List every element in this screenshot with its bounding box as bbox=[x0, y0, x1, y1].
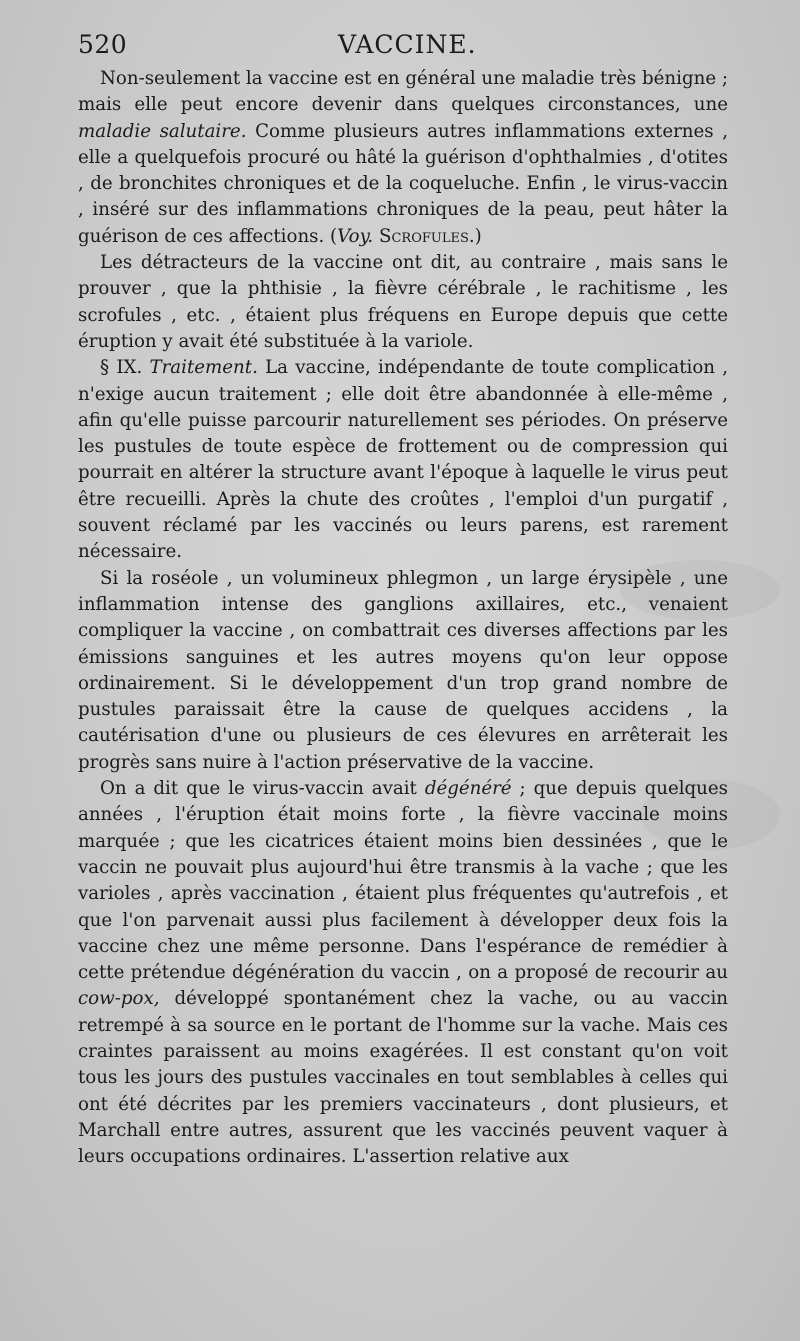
paragraph-text: Comme plusieurs autres inflammations externes , elle a quelquefois procuré ou hâté la guérison d'ophthalmies , d'otites , de bronchites chroniques et de la coqueluche. Enfin , le virus-vaccin , inséré sur des inflammations chroniques de la peau, peut hâter la guérison de ces affections. ( bbox=[78, 120, 728, 247]
paragraph-text: Si la roséole , un volumineux phlegmon , un large érysipèle , une inflammation intense des ganglions axillaires, etc., venaient compliquer la vaccine , on combattrait ces diverses affections par les émissions sanguines et les autres moyens qu'on leur oppose ordinairement. Si le développement d'un trop grand nombre de pustules paraissait être la cause de quelques accidens , la cautérisation d'une ou plusieurs de ces élevures en arrêterait les progrès sans nuire à l'action préservative de la vaccine. bbox=[78, 567, 728, 773]
paragraph-text: On a dit que le virus-vaccin avait bbox=[100, 778, 425, 800]
page-number: 520 bbox=[78, 30, 128, 59]
paragraph-text: § IX. bbox=[100, 357, 150, 379]
smallcaps-text: Scrofules. bbox=[379, 225, 475, 247]
paragraph bbox=[78, 66, 728, 250]
paragraph bbox=[78, 250, 728, 355]
paragraph bbox=[78, 566, 728, 776]
italic-text: cow-pox, bbox=[78, 988, 160, 1010]
italic-text: maladie salutaire. bbox=[78, 120, 247, 142]
running-title: VACCINE. bbox=[338, 30, 477, 59]
paragraph-text: La vaccine, indépendante de toute complication , n'exige aucun traitement ; elle doit être abandonnée à elle-même , afin qu'elle puisse parcourir naturellement ses périodes. On préserve les pustules de toute espèce de frottement ou de compression qui pourrait en altérer la structure avant l'époque à laquelle le virus peut être recueilli. Après la chute des croûtes , l'emploi d'un purgatif , souvent réclamé par les vaccinés ou leurs parens, est rarement nécessaire. bbox=[78, 357, 728, 563]
page-header bbox=[78, 30, 728, 64]
body-text bbox=[78, 66, 728, 1170]
italic-text: Voy. bbox=[337, 225, 374, 247]
paragraph-text: ) bbox=[474, 225, 482, 247]
paragraph-text: Les détracteurs de la vaccine ont dit, au contraire , mais sans le prouver , que la phthisie , la fièvre cérébrale , le rachitisme , les scrofules , etc. , étaient plus fréquens en Europe depuis que cette éruption y avait été substituée à la variole. bbox=[78, 252, 728, 352]
paragraph-text: développé spontanément chez la vache, ou au vaccin retrempé à sa source en le portant de l'homme sur la vache. Mais ces craintes paraissent au moins exagérées. Il est constant qu'on voit tous les jours des pustules vaccinales en tout semblables à celles qui ont été décrites par les premiers vaccinateurs , dont plusieurs, et Marchall entre autres, assurent que les vaccinés peuvent vaquer à leurs occupations ordinaires. L'assertion relative aux bbox=[78, 988, 728, 1168]
book-page bbox=[78, 30, 728, 1170]
italic-text: dégénéré bbox=[424, 778, 512, 800]
italic-text: Traitement. bbox=[149, 357, 258, 379]
paragraph-text: Non-seulement la vaccine est en général une maladie très bénigne ; mais elle peut encore devenir dans quelques circonstances, une bbox=[78, 68, 728, 116]
paragraph-text: ; que depuis quelques années , l'éruption était moins forte , la fièvre vaccinale moins marquée ; que les cicatrices étaient moins bien dessinées , que le vaccin ne pouvait plus aujourd'hui être transmis à la vache ; que les varioles , après vaccination , étaient plus fréquentes qu'autrefois , et que l'on parvenait aussi plus facilement à développer deux fois la vaccine chez une même personne. Dans l'espérance de remédier à cette prétendue dégénération du vaccin , on a proposé de recourir au bbox=[78, 778, 728, 984]
paragraph bbox=[78, 355, 728, 565]
paragraph bbox=[78, 776, 728, 1170]
